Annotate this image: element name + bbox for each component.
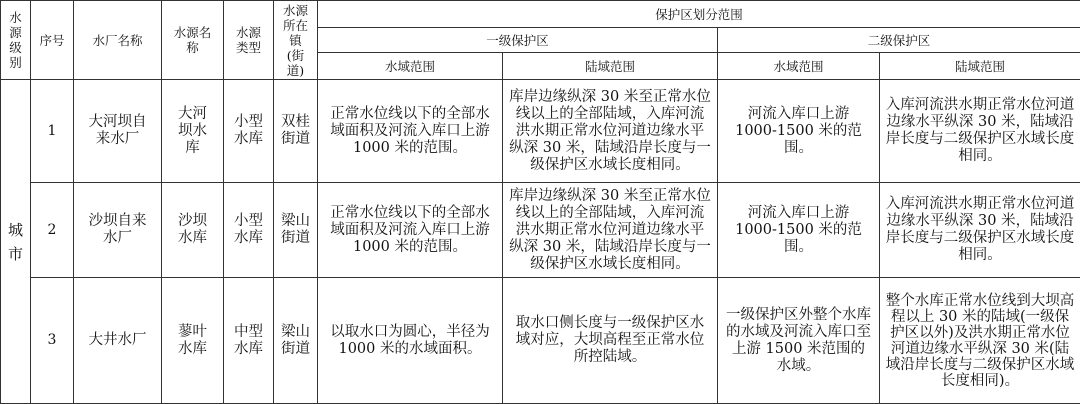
source-name-cell: 沙坝水库	[162, 183, 224, 278]
header-source-name: 水源名称	[162, 1, 224, 80]
town-cell: 梁山街道	[274, 278, 318, 404]
header-protection-range: 保护区划分范围	[318, 1, 1080, 28]
header-source-type: 水源类型	[224, 1, 274, 80]
header-level2-zone: 二级保护区	[718, 28, 1080, 53]
level1-water-cell: 正常水位线以下的全部水域面积及河流入库口上游 1000 米的范围。	[318, 183, 503, 278]
seq-cell: 1	[31, 80, 74, 183]
seq-cell: 3	[31, 278, 74, 404]
source-type-cell: 小型水库	[224, 183, 274, 278]
header-level2-water: 水域范围	[718, 53, 880, 80]
level1-land-cell: 库岸边缘纵深 30 米至正常水位线以上的全部陆域，入库河流洪水期正常水位河道边缘水平纵深 30 米，陆域沿岸长度与一级保护区水域长度相同。	[503, 183, 718, 278]
source-type-cell: 中型水库	[224, 278, 274, 404]
header-grade: 水源级别	[1, 1, 31, 80]
header-seq: 序号	[31, 1, 74, 80]
source-name-cell: 蓼叶水库	[162, 278, 224, 404]
level1-land-cell: 取水口侧长度与一级保护区水域对应，大坝高程至正常水位所控陆域。	[503, 278, 718, 404]
grade-cell: 城市	[1, 80, 31, 404]
level1-water-cell: 以取水口为圆心，半径为 1000 米的水域面积。	[318, 278, 503, 404]
table-row	[1, 80, 1080, 183]
town-cell: 梁山街道	[274, 183, 318, 278]
level2-water-cell: 河流入库口上游 1000-1500 米的范围。	[718, 80, 880, 183]
town-cell: 双桂街道	[274, 80, 318, 183]
header-source-town: 水源所在镇(街道)	[274, 1, 318, 80]
level2-land-cell: 整个水库正常水位线到大坝高程以上 30 米的陆域(一级保护区以外)及洪水期正常水位河道边缘水平纵深 30 米(陆域沿岸长度与二级保护区水域长度相同)。	[880, 278, 1080, 404]
table-row	[1, 278, 1080, 404]
header-level1-zone: 一级保护区	[318, 28, 718, 53]
header-level2-land: 陆域范围	[880, 53, 1080, 80]
level2-water-cell: 一级保护区外整个水库的水域及河流入库口至上游 1500 米范围的水域。	[718, 278, 880, 404]
source-type-cell: 小型水库	[224, 80, 274, 183]
level2-land-cell: 入库河流洪水期正常水位河道边缘水平纵深 30 米，陆域沿岸长度与二级保护区水域长度相同。	[880, 80, 1080, 183]
plant-name-cell: 沙坝自来水厂	[74, 183, 162, 278]
level2-water-cell: 河流入库口上游 1000-1500 米的范围。	[718, 183, 880, 278]
seq-cell: 2	[31, 183, 74, 278]
plant-name-cell: 大河坝自来水厂	[74, 80, 162, 183]
header-level1-land: 陆域范围	[503, 53, 718, 80]
level1-water-cell: 正常水位线以下的全部水域面积及河流入库口上游 1000 米的范围。	[318, 80, 503, 183]
level2-land-cell: 入库河流洪水期正常水位河道边缘水平纵深 30 米，陆域沿岸长度与二级保护区水域长度相同。	[880, 183, 1080, 278]
plant-name-cell: 大井水厂	[74, 278, 162, 404]
table-row	[1, 183, 1080, 278]
source-name-cell: 大河坝水库	[162, 80, 224, 183]
level1-land-cell: 库岸边缘纵深 30 米至正常水位线以上的全部陆域，入库河流洪水期正常水位河道边缘水平纵深 30 米，陆域沿岸长度与一级保护区水域长度相同。	[503, 80, 718, 183]
header-plant-name: 水厂名称	[74, 1, 162, 80]
header-level1-water: 水域范围	[318, 53, 503, 80]
